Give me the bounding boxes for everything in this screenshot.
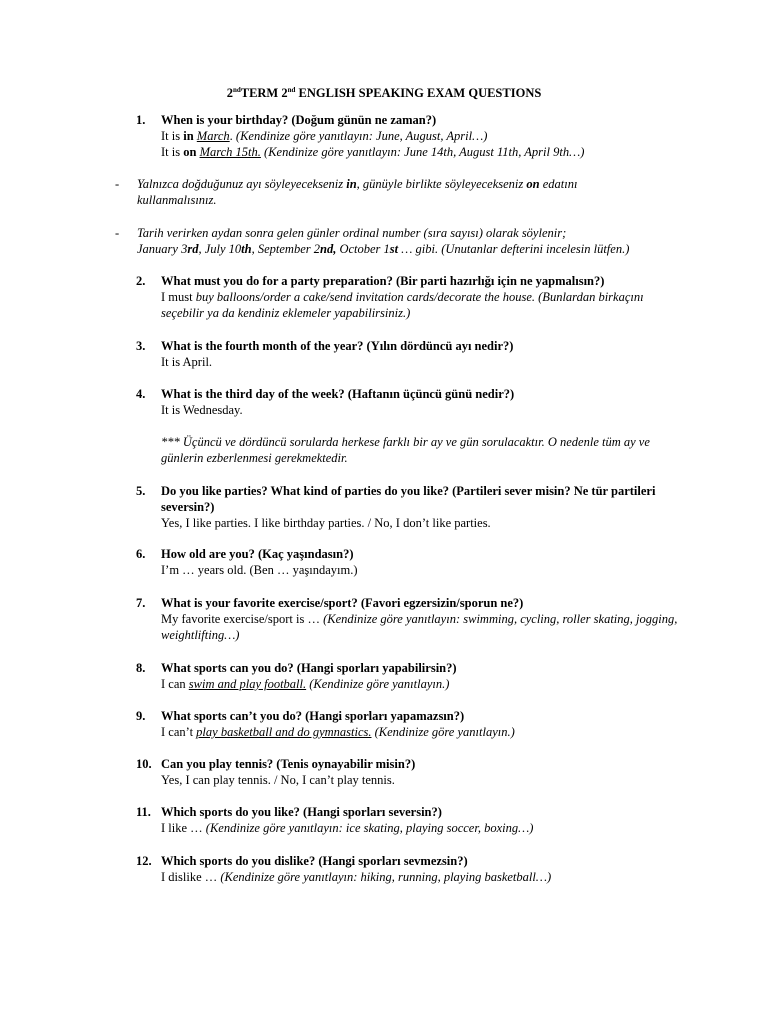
note-line: Tarih verirken aydan sonra gelen günler ordinal number (sıra sayısı) olarak söylenir;	[137, 226, 567, 240]
question-text: When is your birthday? (Doğum günün ne zaman?)	[161, 113, 437, 127]
answer-line: It is April.	[161, 355, 213, 369]
question-number: 6.	[136, 547, 146, 561]
question-number: 1.	[136, 113, 146, 127]
question-number: 5.	[136, 484, 146, 498]
question-note: *** Üçüncü ve dördüncü sorularda herkese farklı bir ay ve gün sorulacaktır. O nedenle tüm ay ve günlerin ezberlenmesi gerekmektedir.	[161, 435, 650, 465]
question-number: 10.	[136, 757, 152, 771]
title-part: 2	[226, 86, 233, 100]
answer-line: Yes, I can play tennis. / No, I can’t play tennis.	[161, 773, 395, 787]
answer-line: It is Wednesday.	[161, 403, 243, 417]
question-item-8	[161, 660, 681, 692]
title-superscript: nd	[287, 85, 296, 94]
title-superscript: nd	[232, 85, 241, 94]
question-item-5	[161, 483, 681, 531]
note-bullet: -	[115, 226, 120, 240]
question-number: 2.	[136, 274, 146, 288]
question-item-7	[161, 595, 681, 643]
question-item-10	[161, 756, 681, 788]
answer-line: Yes, I like parties. I like birthday parties. / No, I don’t like parties.	[161, 516, 491, 530]
question-text: How old are you? (Kaç yaşındasın?)	[161, 547, 354, 561]
question-item-9	[161, 708, 681, 740]
question-item-12	[161, 853, 681, 885]
question-number: 12.	[136, 854, 152, 868]
question-text: What is the third day of the week? (Haftanın üçüncü günü nedir?)	[161, 387, 515, 401]
answer-line: I must buy balloons/order a cake/send invitation cards/decorate the house. (Bunlardan birkaçını seçebilir ya da kendiniz eklemeler yapabilirsiniz.)	[161, 290, 644, 320]
note-in-on: Yalnızca doğduğunuz ayı söyleyecekseniz in, günüyle birlikte söyleyecekseniz on edatını kullanmalısınız.	[137, 177, 578, 207]
question-text: What is the fourth month of the year? (Yılın dördüncü ayı nedir?)	[161, 339, 514, 353]
answer-line: It is on March 15th. (Kendinize göre yanıtlayın: June 14th, August 11th, April 9th…)	[161, 145, 585, 159]
question-item-6	[161, 546, 681, 578]
answer-line: My favorite exercise/sport is … (Kendinize göre yanıtlayın: swimming, cycling, roller skating, jogging, weightlifting…)	[161, 612, 678, 642]
answer-line: I’m … years old. (Ben … yaşındayım.)	[161, 563, 358, 577]
question-number: 9.	[136, 709, 146, 723]
title-part: ENGLISH SPEAKING EXAM QUESTIONS	[298, 86, 542, 100]
question-item-3	[161, 338, 681, 370]
question-number: 3.	[136, 339, 146, 353]
question-number: 7.	[136, 596, 146, 610]
question-text: Can you play tennis? (Tenis oynayabilir misin?)	[161, 757, 416, 771]
question-text: What sports can you do? (Hangi sporları yapabilirsin?)	[161, 661, 457, 675]
question-item-4	[161, 386, 681, 466]
answer-line: I can’t play basketball and do gymnastics. (Kendinize göre yanıtlayın.)	[161, 725, 515, 739]
note-bullet: -	[115, 177, 120, 191]
question-number: 4.	[136, 387, 146, 401]
question-item-1	[161, 112, 681, 160]
question-text: Do you like parties? What kind of parties do you like? (Partileri sever misin? Ne tür partileri seversin?)	[161, 484, 656, 514]
question-item-2	[161, 273, 681, 321]
question-text: Which sports do you like? (Hangi sporları seversin?)	[161, 805, 442, 819]
note-line: January 3rd, July 10th, September 2nd, October 1st … gibi. (Unutanlar defterini incelesin lütfen.)	[137, 242, 630, 256]
answer-line: I like … (Kendinize göre yanıtlayın: ice skating, playing soccer, boxing…)	[161, 821, 534, 835]
question-text: Which sports do you dislike? (Hangi sporları sevmezsin?)	[161, 854, 468, 868]
answer-line: I dislike … (Kendinize göre yanıtlayın: hiking, running, playing basketball…)	[161, 870, 552, 884]
question-text: What sports can’t you do? (Hangi sporları yapamazsın?)	[161, 709, 465, 723]
answer-line: It is in March. (Kendinize göre yanıtlayın: June, August, April…)	[161, 129, 488, 143]
answer-line: I can swim and play football. (Kendinize göre yanıtlayın.)	[161, 677, 450, 691]
note-ordinal-dates	[137, 225, 657, 257]
title-part: TERM 2	[240, 86, 288, 100]
question-text: What must you do for a party preparation? (Bir parti hazırlığı için ne yapmalısın?)	[161, 274, 605, 288]
page-title	[0, 85, 768, 101]
question-item-11	[161, 804, 681, 836]
question-number: 11.	[136, 805, 151, 819]
question-number: 8.	[136, 661, 146, 675]
question-text: What is your favorite exercise/sport? (Favori egzersizin/sporun ne?)	[161, 596, 524, 610]
